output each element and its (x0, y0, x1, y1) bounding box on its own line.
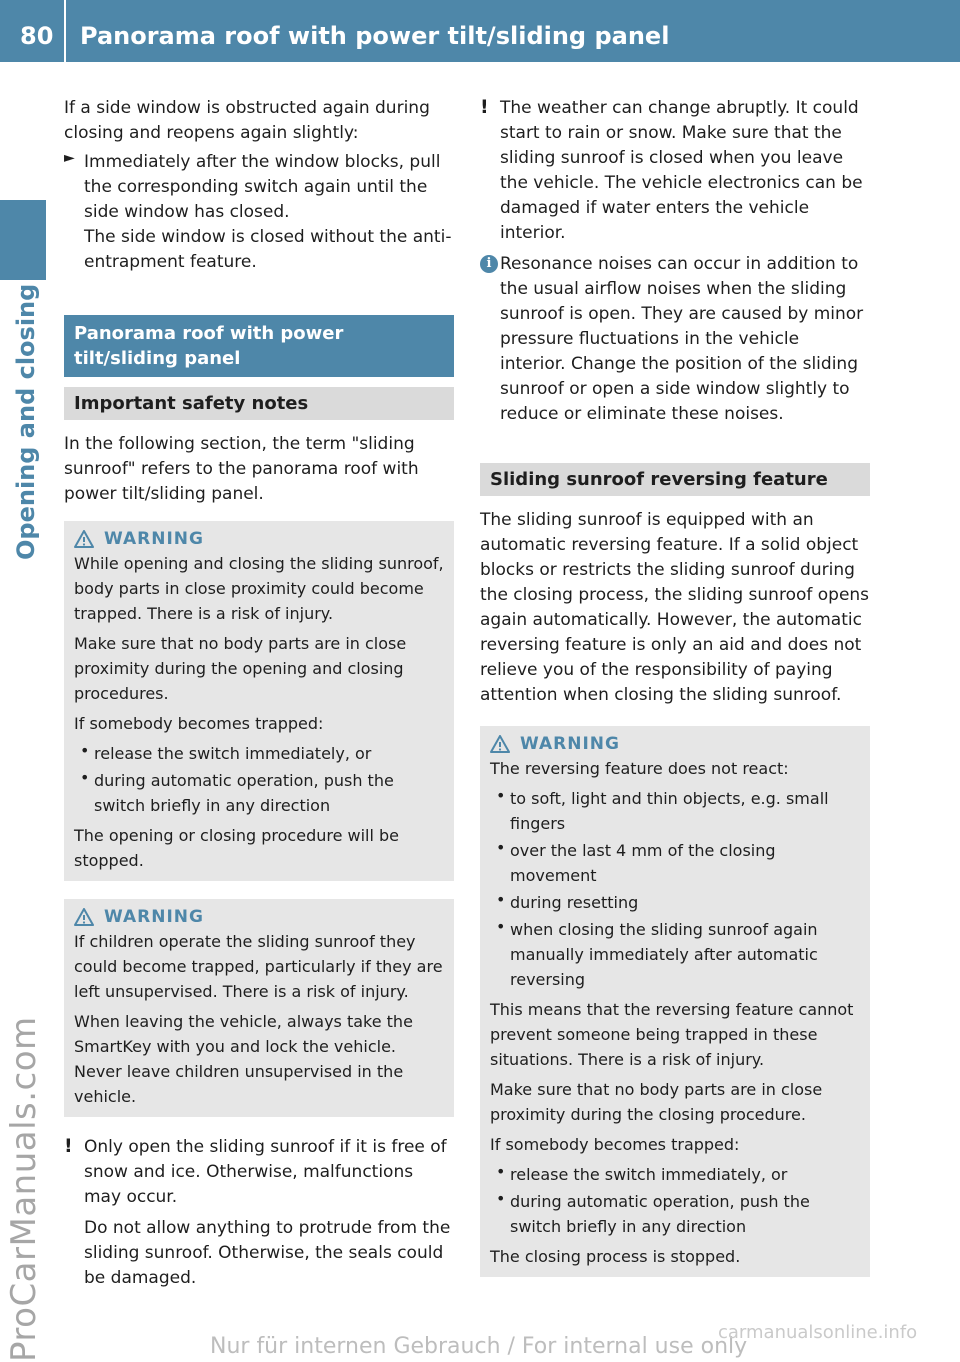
list-item: • during automatic operation, push the switch briefly in any direction (490, 1189, 860, 1239)
subsection-heading: Sliding sunroof reversing feature (480, 463, 870, 496)
caution-note (480, 96, 870, 246)
list-item: • when closing the sliding sunroof again manually immediately after automatic reversing (490, 917, 860, 992)
section-tab-label: Opening and closing (12, 283, 40, 560)
list-item: • release the switch immediately, or (74, 741, 444, 766)
list-item: • during automatic operation, push the switch briefly in any direction (74, 768, 444, 818)
warning-title: WARNING (104, 529, 204, 549)
list-item-text: to soft, light and thin objects, e.g. small fingers (510, 789, 829, 833)
warning-text: This means that the reversing feature cannot prevent someone being trapped in these situations. There is a risk of injury. (490, 1000, 854, 1069)
list-item-text: during automatic operation, push the switch briefly in any direction (94, 771, 394, 815)
list-item-text: release the switch immediately, or (94, 744, 372, 763)
info-note (480, 252, 870, 427)
list-item-text: over the last 4 mm of the closing movement (510, 841, 776, 885)
list-item: • during resetting (490, 890, 860, 915)
list-item-text: during resetting (510, 893, 639, 912)
warning-text: The reversing feature does not react: (490, 759, 789, 778)
warning-title: WARNING (520, 734, 620, 754)
right-column (480, 96, 870, 1277)
section-intro: In the following section, the term "sliding sunroof" refers to the panorama roof with power tilt/sliding panel. (64, 434, 419, 504)
warning-text: The closing process is stopped. (490, 1247, 741, 1266)
warning-triangle-icon (74, 908, 94, 926)
left-column (64, 96, 454, 1297)
warning-box (480, 726, 870, 1277)
info-icon: i (480, 255, 498, 273)
warning-text: If children operate the sliding sunroof they could become trapped, particularly if they are left unsupervised. There is a risk of injury. (74, 932, 443, 1001)
section-heading: Panorama roof with power tilt/sliding panel (64, 315, 454, 377)
list-item-text: when closing the sliding sunroof again manually immediately after automatic reversing (510, 920, 818, 989)
warning-text: If somebody becomes trapped: (490, 1135, 740, 1154)
warning-text: While opening and closing the sliding sunroof, body parts in close proximity could become trapped. There is a risk of injury. (74, 554, 444, 623)
list-item: • to soft, light and thin objects, e.g. small fingers (490, 786, 860, 836)
step-arrow-icon: ► (64, 150, 75, 166)
warning-box (64, 899, 454, 1117)
note-text: Do not allow anything to protrude from the sliding sunroof. Otherwise, the seals could be damaged. (84, 1218, 451, 1288)
info-text: Resonance noises can occur in addition to the usual airflow noises when the sliding sunroof is open. They are caused by minor pressure fluctuations in the vehicle interior. Change the position of the sliding sunroof or open a side window slightly to reduce or eliminate these noises. (500, 254, 864, 424)
side-watermark: ProCarManuals.com (4, 1016, 44, 1362)
step-result: The side window is closed without the anti-entrapment feature. (84, 227, 452, 272)
list-item-text: during automatic operation, push the switch briefly in any direction (510, 1192, 810, 1236)
note-text: The weather can change abruptly. It could start to rain or snow. Make sure that the sliding sunroof is closed when you leave the vehicle. The vehicle electronics can be damaged if water enters the vehicle interior. (500, 98, 863, 243)
body-text: The sliding sunroof is equipped with an automatic reversing feature. If a solid object blocks or restricts the sliding sunroof during the closing process, the sliding sunroof opens again automatically. However, the automatic reversing feature is only an aid and does not relieve you of the responsibility of paying attention when closing the sliding sunroof. (480, 510, 870, 705)
site-watermark: carmanualsonline.info (718, 1322, 918, 1343)
exclamation-icon: ! (480, 96, 489, 118)
exclamation-icon: ! (64, 1135, 73, 1157)
footer-watermark: Nur für internen Gebrauch / For internal use only (210, 1334, 748, 1359)
caution-note (64, 1135, 454, 1291)
page-title: Panorama roof with power tilt/sliding panel (80, 22, 670, 50)
note-text: Only open the sliding sunroof if it is free of snow and ice. Otherwise, malfunctions may occur. (84, 1137, 447, 1207)
subsection-heading: Important safety notes (64, 387, 454, 420)
warning-title: WARNING (104, 907, 204, 927)
warning-text: If somebody becomes trapped: (74, 714, 324, 733)
page-number: 80 (20, 22, 54, 50)
warning-text: Make sure that no body parts are in close proximity during the opening and closing procedures. (74, 634, 407, 703)
warning-triangle-icon (490, 735, 510, 753)
page-header (0, 0, 960, 62)
header-divider (64, 0, 66, 62)
list-item: • over the last 4 mm of the closing movement (490, 838, 860, 888)
instruction-step (64, 150, 454, 275)
warning-text: The opening or closing procedure will be stopped. (74, 826, 400, 870)
list-item-text: release the switch immediately, or (510, 1165, 788, 1184)
warning-text: When leaving the vehicle, always take the SmartKey with you and lock the vehicle. Never leave children unsupervised in the vehicle. (74, 1012, 413, 1106)
list-item: • release the switch immediately, or (490, 1162, 860, 1187)
warning-text: Make sure that no body parts are in close proximity during the closing procedure. (490, 1080, 823, 1124)
warning-box (64, 521, 454, 881)
warning-triangle-icon (74, 530, 94, 548)
intro-text: If a side window is obstructed again during closing and reopens again slightly: (64, 98, 430, 143)
step-text: Immediately after the window blocks, pull the corresponding switch again until the side window has closed. (84, 152, 441, 222)
side-tab-marker (0, 200, 46, 280)
